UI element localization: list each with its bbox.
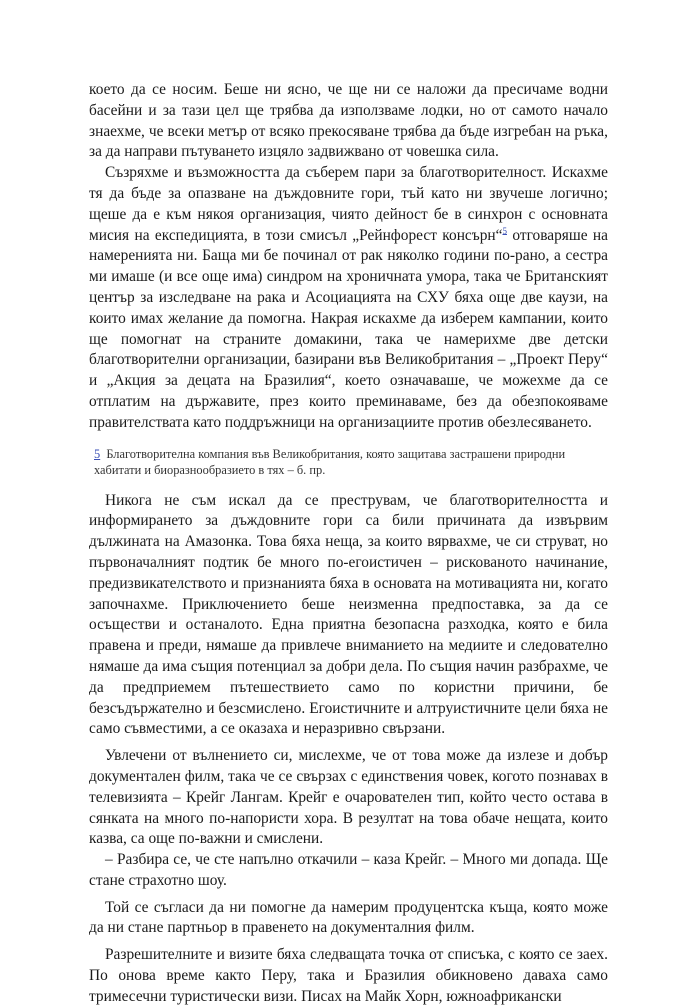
paragraph-2-text-b: отговаряше на намеренията ни. Баща ми бе починал от рак няколко години по-рано, а сестра ми имаше (и все още има) синдром на хроничната умора, така че Британският център за изследване на рака и Асоциацията на СХУ бяха още две каузи, на които имах желание да помогна. Накрая искахме да изберем кампании, които ще помогнат на страните домакини, така че намерихме две детски благотворителни организации, базирани във Великобритания – „Проект Перу“ и „Акция за децата на Бразилия“, което означаваше, че можехме да се отплатим на държавите, през които преминаваме, без да обезпокояваме правителствата като поддръжници на организациите против обезлесяването. xyxy=(89,226,608,431)
paragraph-7: Разрешителните и визите бяха следващата точка от списъка, с която се заех. По онова време както Перу, така и Бразилия обикновено даваха само тримесечни туристически визи. Писах на Майк Хорн, южноафрикански xyxy=(89,946,608,1005)
paragraph-3: Никога не съм искал да се преструвам, че благотворителността и информирането за дъждовните гори са били причината да извървим дължината на Амазонка. Това бяха неща, за които вярвахме, че си струват, но първоначалният подтик бе много по-егоистичен – рискованото начинание, предизвикателството и признанията бяха в основата на мотивацията ни, когато започнахме. Приключението беше неизменна предпоставка, за да се осъществи и останалото. Една приятна безопасна разходка, която е била правена и преди, нямаше да привлече вниманието на медиите и следователно нямаше да има същия потенциал за добри дела. По същия начин разбрахме, че да предприемем пътешествието само по користни причини, бе безсъдържателно и безсмислено. Егоистичните и алтруистичните цели бяха не само съвместими, а се оказаха и неразривно свързани. xyxy=(89,491,608,738)
body-text xyxy=(89,80,608,1008)
footnote-number[interactable]: 5 xyxy=(94,446,101,461)
footnote-text: Благотворителна компания във Великобритания, която защитава застрашени природни хабитати и биоразнообразието в тях – б. пр. xyxy=(94,446,566,478)
footnote xyxy=(89,446,608,479)
paragraph-2-text-a: Съзряхме и възможността да съберем пари за благотворителност. Искахме тя да бъде за опазване на дъждовните гори, тъй като ни звучеше логично; щеше да е към някоя организация, чиято дейност бе в синхрон с основната мисия на експедицията, в този смисъл „Рейнфорест консърн“ xyxy=(89,164,608,244)
paragraph-1: което да се носим. Беше ни ясно, че ще ни се наложи да пресичаме водни басейни и за тази цел ще трябва да използваме лодки, но от самото начало знаехме, че всеки метър от всяко прекосяване трябва да бъде изгребан на ръка, за да направи пътуването изцяло задвижвано от човешка сила. xyxy=(89,81,608,161)
footnote-reference-link[interactable]: 5 xyxy=(502,225,507,236)
paragraph-4: Увлечени от вълнението си, мислехме, че от това може да излезе и добър документален филм, така че се свързах с единствения човек, когото познавах в телевизията – Крейг Лангам. Крейг е очарователен тип, който често остава в сянката на много по-напористи хора. В резултат на това обаче нещата, които казва, са още по-важни и смислени. xyxy=(89,747,608,848)
paragraph-5: – Разбира се, че сте напълно откачили – каза Крейг. – Много ми допада. Ще стане страхотно шоу. xyxy=(89,851,608,889)
paragraph-6: Той се съгласи да ни помогне да намерим продуцентска къща, която може да ни стане партньор в правенето на документалния филм. xyxy=(89,898,608,937)
paragraph-2 xyxy=(89,163,608,433)
